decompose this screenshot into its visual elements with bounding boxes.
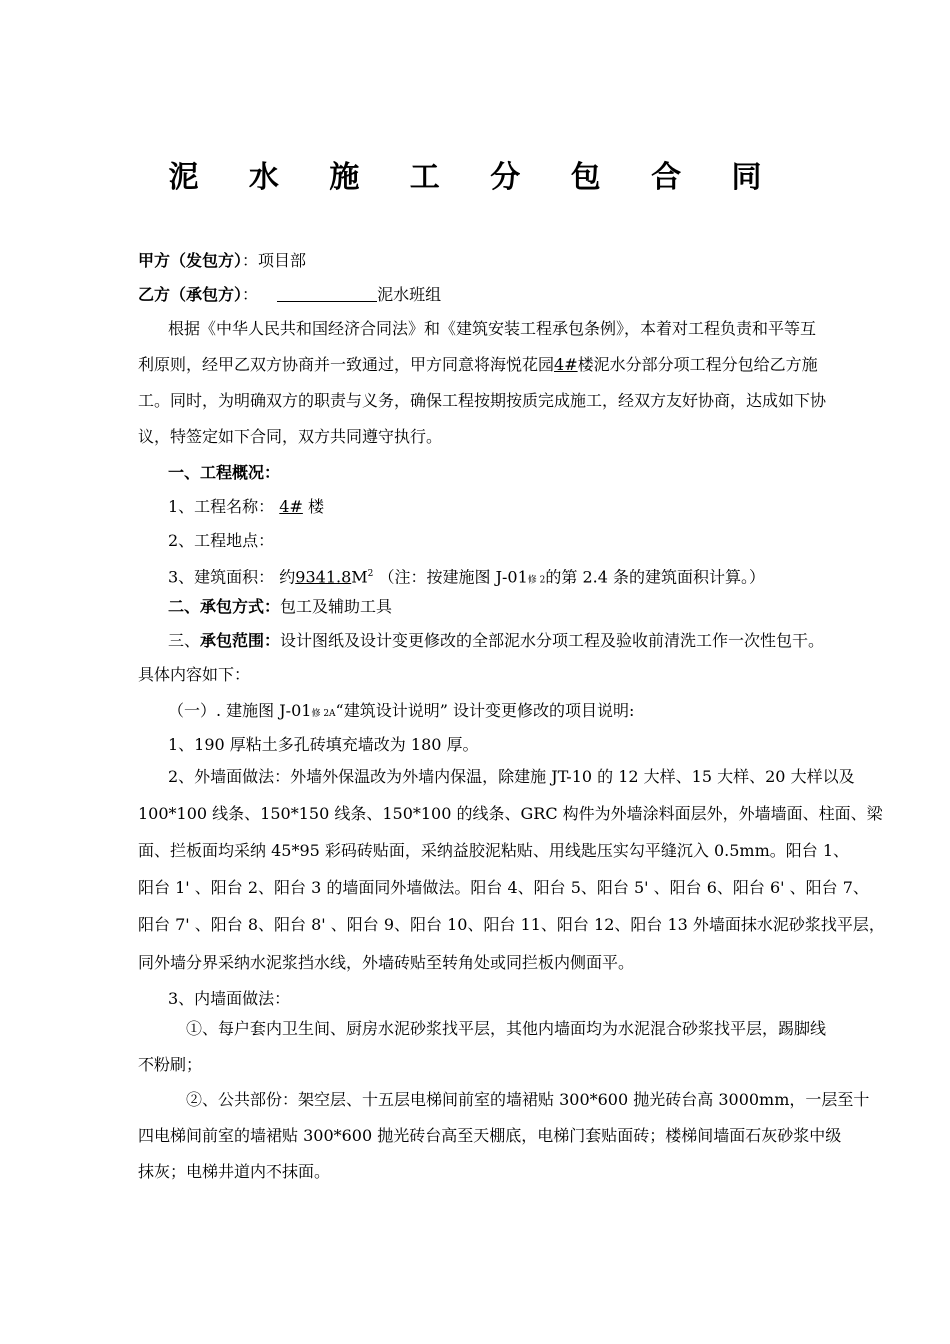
party-b-label: 乙方（承包方） (138, 285, 243, 304)
section1-item2: 2、工程地点： (168, 531, 275, 550)
party-b-blank (277, 287, 377, 302)
section3-prefix: 三、 (168, 631, 201, 650)
area-unit-sup: 2 (367, 569, 374, 579)
area-label: 3、建筑面积： (168, 567, 275, 587)
sub1-sub: 修 2A (311, 709, 336, 719)
party-a-label: 甲方（发包方） (138, 251, 243, 270)
party-b-sep: ： (242, 285, 259, 304)
party-b-value: 泥水班组 (377, 285, 442, 304)
party-a-value: 项目部 (258, 251, 307, 270)
item3a-line-1: ①、每户套内卫生间、厨房水泥砂浆找平层，其他内墙面均为水泥混合砂浆找平层，踢脚线 (186, 1019, 827, 1038)
intro-line-3: 工。同时，为明确双方的职责与义务，确保工程按期按质完成施工，经双方友好协商，达成如下协 (138, 391, 827, 410)
section2-value: 包工及辅助工具 (280, 597, 393, 616)
item2-line-1: 2、外墙面做法：外墙外保温改为外墙内保温，除建施 JT-10 的 12 大样、15 大样、20 大样以及 (168, 767, 855, 786)
section3-value: 设计图纸及设计变更修改的全部泥水分项工程及验收前清洗工作一次性包干。 (280, 631, 825, 650)
area-note-a: （注：按建施图 J-01 (378, 567, 528, 587)
item3-line: 3、内墙面做法： (168, 989, 291, 1008)
party-b-line (138, 284, 873, 306)
area-note-b: 的第 2.4 条的建筑面积计算。） (545, 567, 765, 587)
section2-heading: 二、承包方式： (168, 597, 281, 616)
intro-line-1: 根据《中华人民共和国经济合同法》和《建筑安装工程承包条例》，本着对工程负责和平等互 (168, 319, 817, 338)
intro-line-2-a: 利原则，经甲乙双方协商并一致通过，甲方同意将海悦花园 (138, 355, 555, 374)
intro-line-2 (138, 354, 873, 376)
party-a-line (138, 250, 873, 272)
intro-line-4: 议，特签定如下合同，双方共同遵守执行。 (138, 427, 443, 446)
item2-line-3: 面、拦板面均采纳 45*95 彩码砖贴面，采纳益胶泥粘贴、用线匙压实勾平缝沉入 0.5mm。阳台 1、 (138, 841, 850, 860)
section3-heading: 承包范围： (200, 631, 281, 650)
document-title: 泥 水 施 工 分 包 合 同 (168, 160, 782, 195)
project-name-value: 4# (279, 497, 303, 516)
party-a-sep: ： (242, 251, 259, 270)
item2-line-6: 同外墙分界采纳水泥浆挡水线，外墙砖贴至转角处或同拦板内侧面平。 (138, 953, 635, 972)
project-name-label: 1、工程名称： (168, 497, 275, 516)
item3a-line-2: 不粉刷； (138, 1055, 203, 1074)
item3b-line-1: ②、公共部份：架空层、十五层电梯间前室的墙裙贴 300*600 抛光砖台高 3000mm，一层至十 (186, 1090, 870, 1109)
area-value: 9341.8 (295, 567, 352, 587)
intro-building-no: 4# (554, 355, 578, 374)
section3-line (168, 630, 903, 652)
item3b-line-3: 抹灰；电梯井道内不抹面。 (138, 1162, 331, 1181)
item2-line-4: 阳台 1' 、阳台 2、阳台 3 的墙面同外墙做法。阳台 4、阳台 5、阳台 5' 、阳台 6、阳台 6' 、阳台 7、 (138, 878, 869, 897)
section3-cont: 具体内容如下： (138, 665, 251, 684)
section1-heading: 一、工程概况： (168, 463, 281, 482)
sub1-line (168, 700, 903, 725)
section1-item3 (168, 563, 903, 591)
sub1-b: “建筑设计说明” 设计变更修改的项目说明: (335, 701, 635, 720)
item2-line-2: 100*100 线条、150*150 线条、150*100 的线条、GRC 构件为外墙涂料面层外，外墙墙面、柱面、梁 (138, 804, 883, 823)
section2-line (168, 596, 903, 618)
area-note-sub: 修 2 (527, 575, 546, 586)
intro-line-2-b: 楼泥水分部分项工程分包给乙方施 (577, 355, 818, 374)
item1-line: 1、190 厚粘土多孔砖填充墙改为 180 厚。 (168, 735, 479, 754)
area-prefix: 约 (279, 567, 296, 587)
section1-item1 (168, 496, 903, 518)
sub1-a: （一）. 建施图 J-01 (168, 701, 312, 720)
project-name-suffix: 楼 (307, 497, 324, 516)
item2-line-5: 阳台 7' 、阳台 8、阳台 8' 、阳台 9、阳台 10、阳台 11、阳台 12、阳台 13 外墙面抹水泥砂浆找平层， (138, 915, 885, 934)
item3b-line-2: 四电梯间前室的墙裙贴 300*600 抛光砖台高至天棚底，电梯门套贴面砖；楼梯间墙面石灰砂浆中级 (138, 1126, 842, 1145)
area-unit: M (351, 567, 368, 587)
